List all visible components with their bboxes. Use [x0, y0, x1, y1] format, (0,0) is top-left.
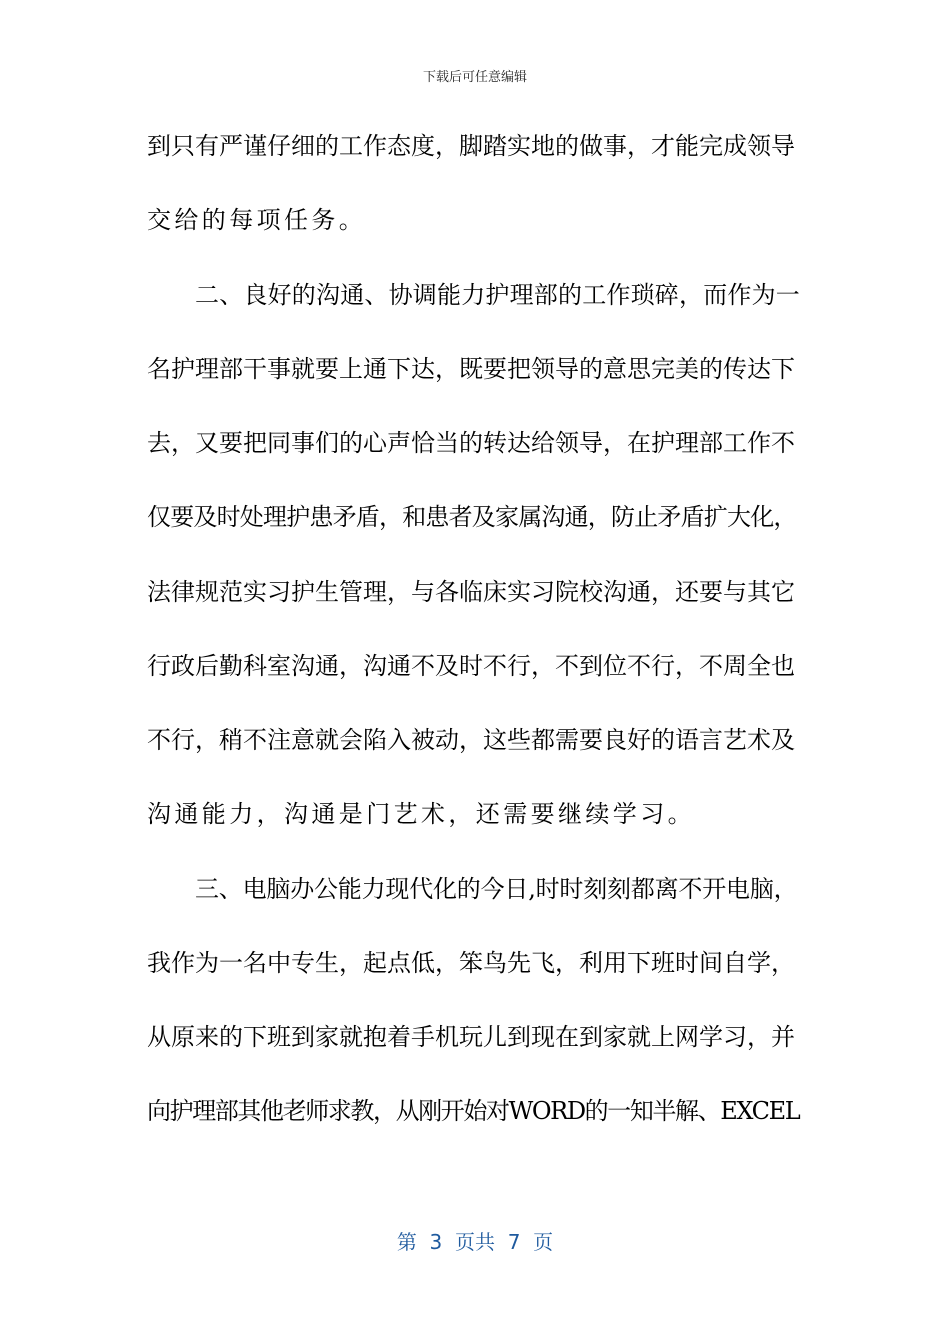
body-line: 不行，稍不注意就会陷入被动，这些都需要良好的语言艺术及 [147, 726, 795, 754]
body-line: 法律规范实习护生管理，与各临床实习院校沟通，还要与其它 [147, 578, 795, 606]
body-line: 我作为一名中专生，起点低，笨鸟先飞，利用下班时间自学， [147, 949, 795, 977]
body-line: 去，又要把同事们的心声恰当的转达给领导，在护理部工作不 [147, 429, 795, 457]
paragraph-heading-line: 三、电脑办公能力现代化的今日,时时刻刻都离不开电脑， [195, 875, 798, 903]
body-line: 到只有严谨仔细的工作态度，脚踏实地的做事，才能完成领导 [147, 132, 795, 160]
body-line: 行政后勤科室沟通，沟通不及时不行，不到位不行，不周全也 [147, 652, 795, 680]
body-line: 名护理部干事就要上通下达，既要把领导的意思完美的传达下 [147, 355, 795, 383]
page-header-note: 下载后可任意编辑 [422, 70, 527, 85]
body-line: 交给的每项任务。 [147, 206, 367, 234]
page-number-footer: 第 3 页共 7 页 [396, 1230, 554, 1254]
body-line: 向护理部其他老师求教，从刚开始对WORD的一知半解、EXCEL [147, 1097, 800, 1125]
body-line: 从原来的下班到家就抱着手机玩儿到现在到家就上网学习，并 [147, 1023, 795, 1051]
paragraph-heading-line: 二、良好的沟通、协调能力护理部的工作琐碎，而作为一 [195, 281, 800, 309]
body-line: 仅要及时处理护患矛盾，和患者及家属沟通，防止矛盾扩大化， [147, 503, 797, 531]
body-line: 沟通能力，沟通是门艺术，还需要继续学习。 [147, 800, 695, 828]
